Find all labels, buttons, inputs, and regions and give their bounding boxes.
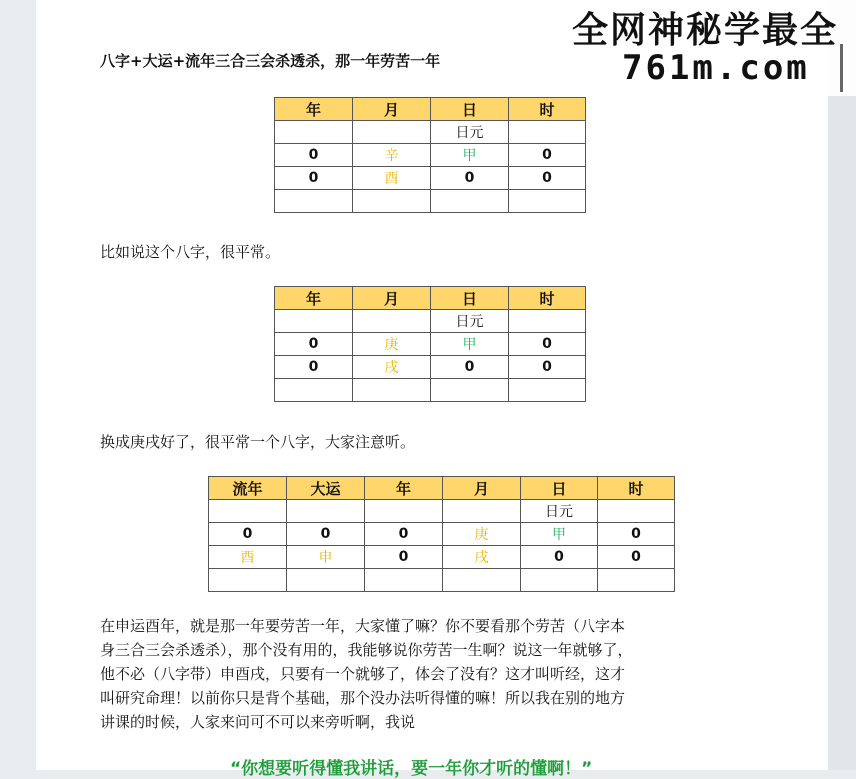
cell [287,500,365,523]
cell [509,121,586,144]
cell [275,379,353,402]
header-hour: 时 [598,477,675,500]
cell: 0 [275,356,353,379]
body-line: 他不必（八字带）申酉戌，只要有一个就够了，体会了没有？这才叫听经，这才 [100,665,626,683]
table-row [275,356,586,379]
header-luck: 大运 [287,477,365,500]
table-row [275,190,586,213]
cell-month-stem: 庚 [443,523,521,546]
header-day: 日 [431,287,509,310]
cell-day-stem: 甲 [431,144,509,167]
cell: 0 [521,546,598,569]
cell [353,121,431,144]
cell [431,379,509,402]
table-row [209,500,675,523]
highlight-quote: “你想要听得懂我讲话，要一年你才听的懂啊！” [230,759,593,779]
cell [365,569,443,592]
header-hour: 时 [509,287,586,310]
table-row [275,379,586,402]
cell [509,379,586,402]
table-row [209,546,675,569]
cell: 0 [287,523,365,546]
header-month: 月 [353,287,431,310]
cell-day-master: 日元 [521,500,598,523]
body-line: 叫研究命理！以前你只是背个基础，那个没办法听得懂的嘛！所以我在别的地方 [100,689,626,707]
bazi-table-1 [274,97,586,213]
cell [521,569,598,592]
body-line: 讲课的时候，人家来问可不可以来旁听啊，我说 [100,713,416,731]
table-row [209,523,675,546]
cell: 0 [365,546,443,569]
table-row [275,121,586,144]
site-watermark [564,0,856,96]
table-header-row [275,287,586,310]
header-year: 年 [275,287,353,310]
cell [209,500,287,523]
cell-month-branch: 戌 [443,546,521,569]
cell [353,379,431,402]
cell: 0 [431,167,509,190]
cell-annual-branch: 酉 [209,546,287,569]
cell [365,500,443,523]
table-header-row [209,477,675,500]
cell [509,190,586,213]
cell-month-stem: 庚 [353,333,431,356]
cell-month-branch: 戌 [353,356,431,379]
watermark-title: 全网神秘学最全 [572,10,839,51]
paragraph-1: 比如说这个八字，很平常。 [100,243,281,261]
cell [353,190,431,213]
section-heading: 八字+大运+流年三合三会杀透杀，那一年劳苦一年 [100,52,441,70]
cell [275,190,353,213]
cell: 0 [598,546,675,569]
cell: 0 [509,356,586,379]
cell: 0 [365,523,443,546]
cell-luck-branch: 申 [287,546,365,569]
header-hour: 时 [509,98,586,121]
table-row [209,569,675,592]
table-row [275,144,586,167]
cell: 0 [509,167,586,190]
watermark-divider [840,44,843,92]
cell: 0 [275,144,353,167]
cell [443,500,521,523]
table-header-row [275,98,586,121]
cell [209,569,287,592]
body-line: 身三合三会杀透杀），那个没有用的，我能够说你劳苦一生啊？说这一年就够了， [100,641,633,659]
cell [509,310,586,333]
cell [431,190,509,213]
header-annual: 流年 [209,477,287,500]
cell [275,310,353,333]
cell: 0 [431,356,509,379]
header-month: 月 [353,98,431,121]
table-row [275,310,586,333]
cell-day-stem: 甲 [431,333,509,356]
header-year: 年 [365,477,443,500]
page-margin [828,0,856,770]
table-row [275,333,586,356]
cell-day-master: 日元 [431,121,509,144]
cell: 0 [509,144,586,167]
body-line: 在申运酉年，就是那一年要劳苦一年，大家懂了嘛？你不要看那个劳苦（八字本 [100,617,626,635]
cell: 0 [598,523,675,546]
cell [598,569,675,592]
cell-month-branch: 酉 [353,167,431,190]
cell [443,569,521,592]
header-month: 月 [443,477,521,500]
bazi-table-2 [274,286,586,402]
cell [598,500,675,523]
table-row [275,167,586,190]
cell [287,569,365,592]
cell-month-stem: 辛 [353,144,431,167]
body-paragraph [100,614,780,734]
cell-day-stem: 甲 [521,523,598,546]
cell: 0 [275,167,353,190]
cell [353,310,431,333]
cell-day-master: 日元 [431,310,509,333]
bazi-table-3 [208,476,675,592]
paragraph-2: 换成庚戌好了，很平常一个八字，大家注意听。 [100,433,416,451]
header-year: 年 [275,98,353,121]
cell: 0 [275,333,353,356]
watermark-url: 761m.com [622,48,810,88]
cell: 0 [509,333,586,356]
cell: 0 [209,523,287,546]
header-day: 日 [521,477,598,500]
header-day: 日 [431,98,509,121]
cell [275,121,353,144]
